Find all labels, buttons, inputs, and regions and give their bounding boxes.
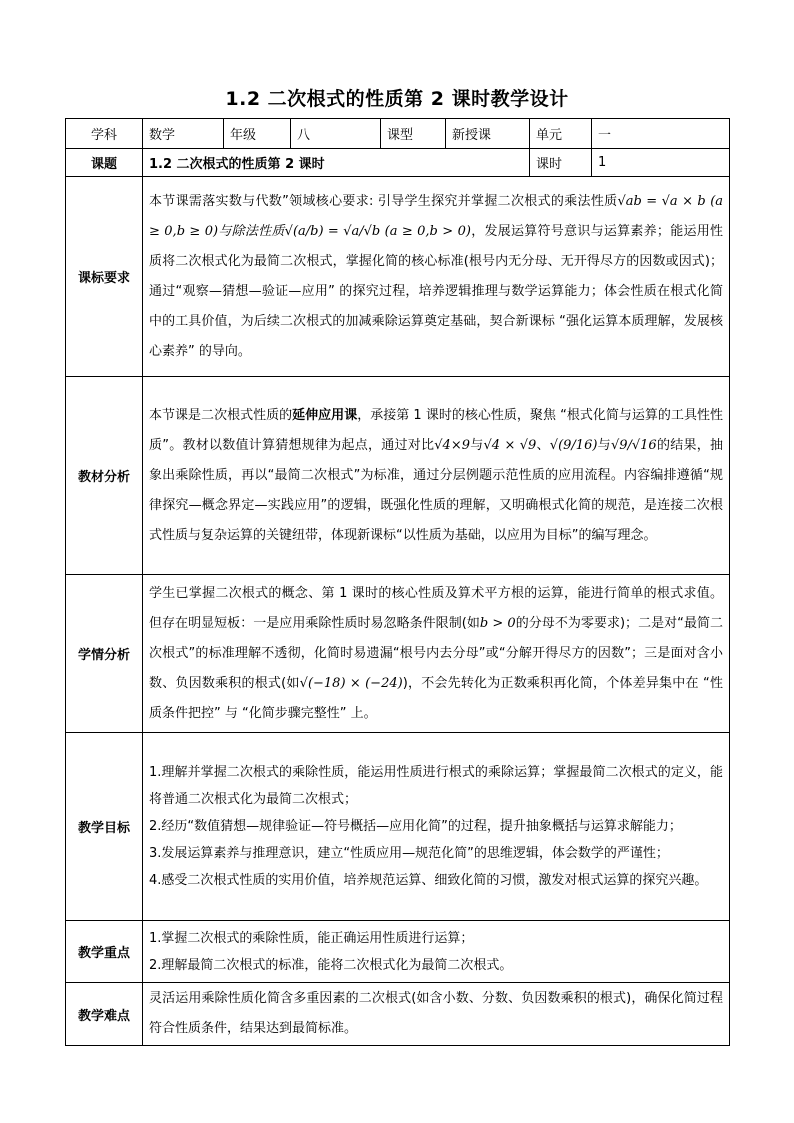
lesson-plan-table [65, 118, 730, 1046]
goal-item: 1.理解并掌握二次根式的乘除性质，能运用性质进行根式的乘除运算；掌握最简二次根式的定义，能将普通二次根式化为最简二次根式； [149, 765, 723, 807]
standards-row [66, 177, 730, 377]
students-label: 学情分析 [66, 575, 143, 733]
period-value: 1 [592, 149, 730, 177]
difficulties-label: 教学难点 [66, 983, 143, 1046]
students-text-1: 学生已掌握二次根式的概念、第 1 课时的核心性质及算术平方根的运算，能进行简单的根式求值。但存在明显短板：一是应用乘除性质时易忽略条件限制(如 [149, 585, 723, 631]
textbook-text-6: 的结果，抽象出乘除性质，再以“最简二次根式”为标准，通过分层例题示范性质的应用流程。内容编排遵循“规律探究—概念界定—实践应用”的逻辑，既强化性质的理解，又明确根式化简的规范，是连接二次根式性质与复杂运算的关键纽带，体现新课标“以性质为基础，以应用为目标”的编写理念。 [149, 437, 723, 543]
students-content [143, 575, 730, 733]
textbook-text-3: 与 [469, 437, 484, 453]
grade-value: 八 [291, 119, 381, 149]
unit-value: 一 [592, 119, 730, 149]
key-points-row [66, 921, 730, 983]
students-row [66, 575, 730, 733]
multiplication-condition: (a ≥ 0,b ≥ 0)与除法性质 [149, 193, 724, 239]
formula-sqrt-4x9: √4×9 [434, 437, 470, 453]
key-point-item: 1.掌握二次根式的乘除性质，能正确运用性质进行运算； [149, 930, 474, 946]
topic-row [66, 149, 730, 177]
formula-sqrt9-over-sqrt16: √9/√16 [610, 437, 657, 453]
goals-row [66, 733, 730, 921]
unit-label: 单元 [530, 119, 592, 149]
formula-negative-product: √(−18) × (−24) [299, 675, 403, 691]
difficulties-row [66, 983, 730, 1046]
formula-b-positive: b > 0 [479, 615, 516, 631]
students-text-2: 的分母不为零要求)；二是对“最简二次根式”的标准理解不透彻，化简时易遗漏“根号内去分母”或“分解开得尽方的因数”；三是面对含小数、负因数乘积的根式(如 [149, 615, 724, 691]
students-text-3: )，不会先转化为正数乘积再化简，个体差异集中在 “性质条件把控” 与 “化简步骤完整性” 上。 [149, 675, 723, 721]
grade-label: 年级 [224, 119, 291, 149]
standards-content [143, 177, 730, 377]
goal-item: 3.发展运算素养与推理意识，建立“性质应用—规范化简”的思维逻辑，体会数学的严谨性； [149, 846, 669, 861]
textbook-text-4: 、 [536, 437, 550, 453]
difficulties-content: 灵活运用乘除性质化简含多重因素的二次根式(如含小数、分数、负因数乘积的根式)，确保化简过程符合性质条件，结果达到最简标准。 [143, 983, 730, 1046]
formula-sqrt4-times-sqrt9: √4 × √9 [483, 437, 537, 453]
textbook-row [66, 377, 730, 575]
textbook-content [143, 377, 730, 575]
key-points-label: 教学重点 [66, 921, 143, 983]
topic-value: 1.2 二次根式的性质第 2 课时 [143, 149, 530, 177]
key-points-content [143, 921, 730, 983]
textbook-text-2: ，承接第 1 课时的核心性质，聚焦 “根式化简与运算的工具性性质”。教材以数值计算猜想规律为起点，通过对比 [149, 407, 723, 453]
textbook-emphasis: 延伸应用课 [292, 407, 358, 423]
multiplication-property-formula: √ab = √a × b [617, 193, 706, 209]
textbook-text-1: 本节课是二次根式性质的 [149, 407, 293, 423]
standards-label: 课标要求 [66, 177, 143, 377]
textbook-label: 教材分析 [66, 377, 143, 575]
type-label: 课型 [381, 119, 446, 149]
standards-text-1: 本节课需落实数与代数”领域核心要求: 引导学生探究并掌握二次根式的乘法性质 [149, 193, 618, 209]
goals-content [143, 733, 730, 921]
key-point-item: 2.理解最简二次根式的标准，能将二次根式化为最简二次根式。 [149, 957, 513, 973]
document-title: 1.2 二次根式的性质第 2 课时教学设计 [225, 88, 569, 110]
division-property-formula: √(a/b) = √a/√b (a ≥ 0,b > 0) [284, 223, 471, 239]
header-row [66, 119, 730, 149]
goal-item: 4.感受二次根式性质的实用价值，培养规范运算、细致化简的习惯，激发对根式运算的探究兴趣。 [149, 873, 708, 888]
textbook-text-5: 与 [597, 437, 611, 453]
subject-value: 数学 [143, 119, 224, 149]
standards-text-4: ；能运用性质将二次根式化为最简二次根式，掌握化简的核心标准(根号内无分母、无开得尽方的因数或因式)；通过“观察—猜想—验证—应用” 的探究过程，培养逻辑推理与数学运算能力；体会性质在根式化简中的工具价值，为后续二次根式的加减乘除运算奠定基础，契合新课标 “强化运算本质理解，发展核心素养” 的导向。 [149, 223, 723, 359]
goal-item: 2.经历“数值猜想—规律验证—符号概括—应用化简”的过程，提升抽象概括与运算求解能力； [149, 819, 682, 834]
formula-sqrt-9-over-16: √(9/16) [549, 437, 598, 453]
type-value: 新授课 [446, 119, 530, 149]
topic-label: 课题 [66, 149, 143, 177]
goals-label: 教学目标 [66, 733, 143, 921]
standards-text-3: ，发展运算符号意识与运算素养 [470, 223, 657, 239]
period-label: 课时 [530, 149, 592, 177]
subject-label: 学科 [66, 119, 143, 149]
